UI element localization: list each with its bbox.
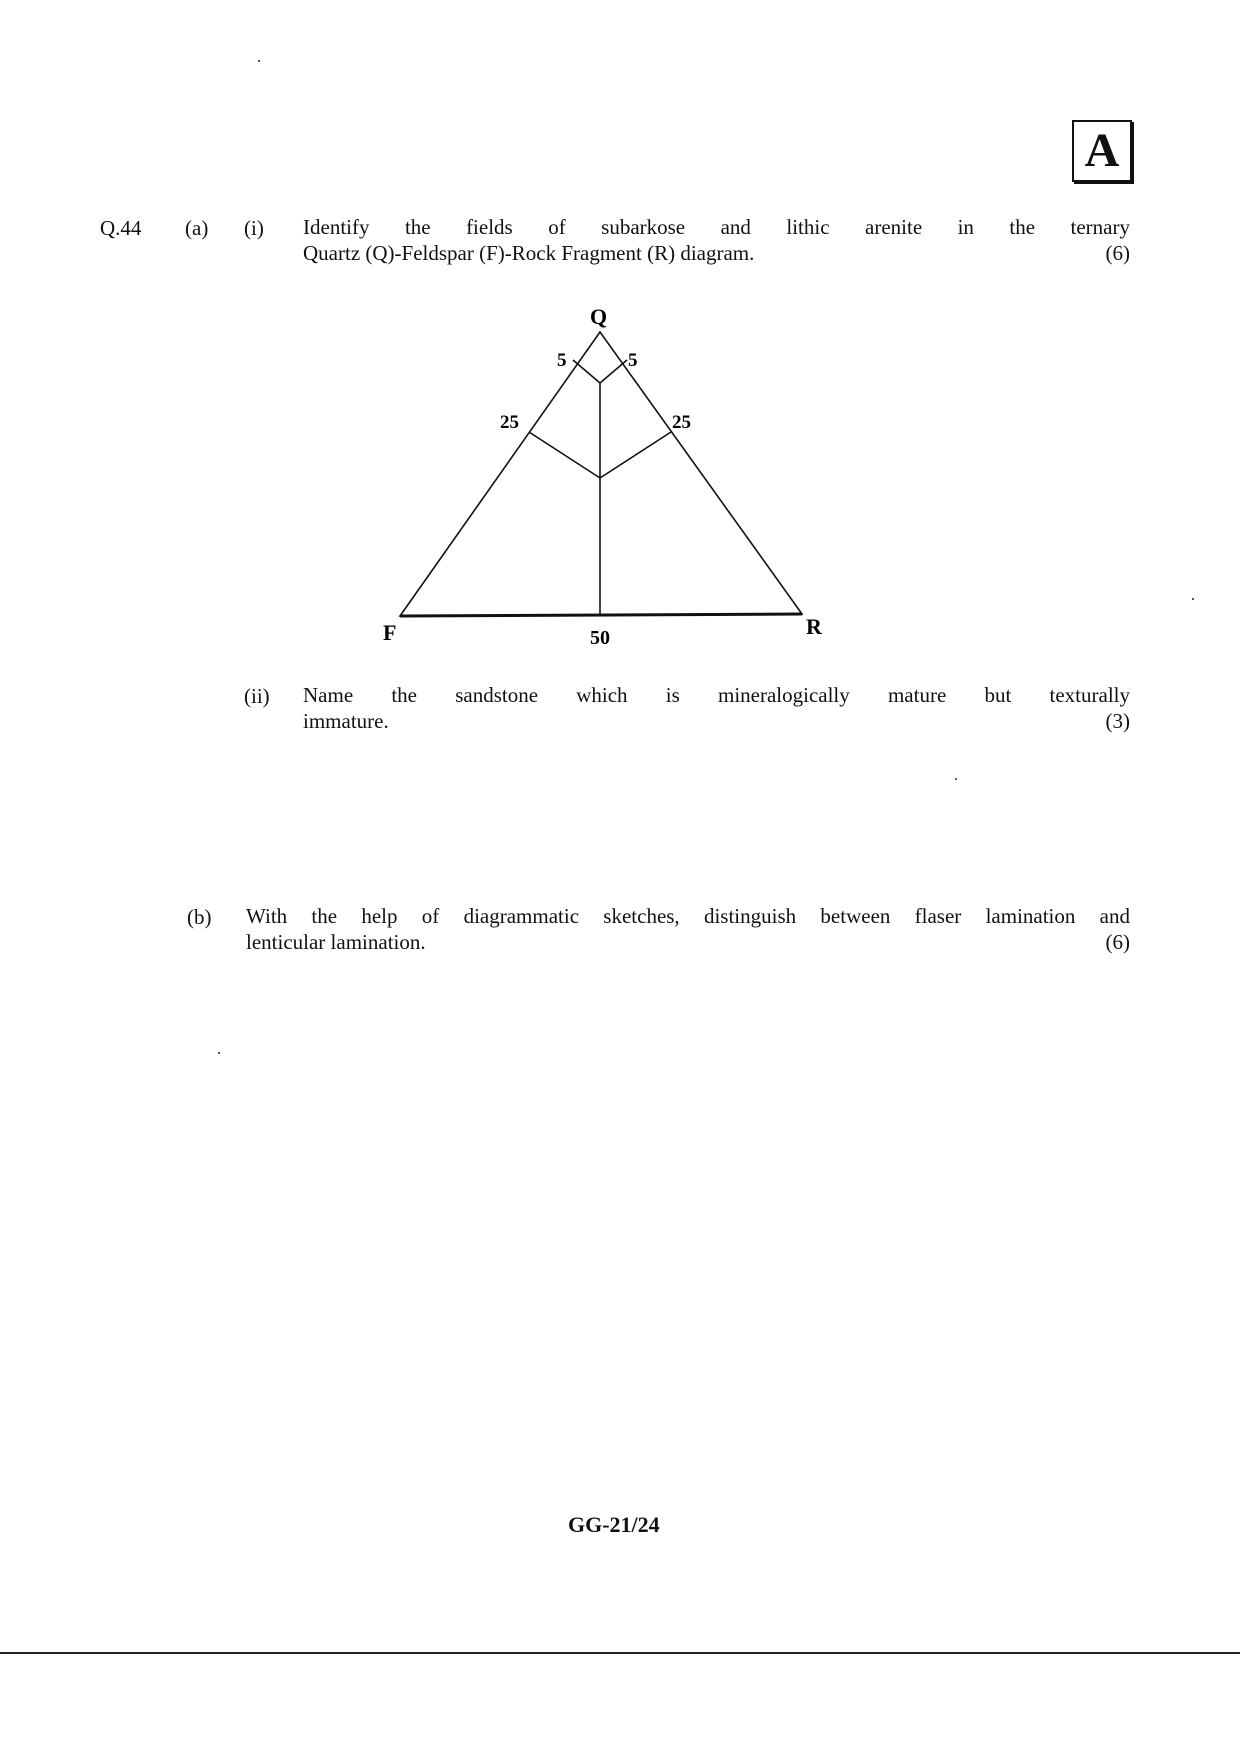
part-b-marks: (6): [1105, 930, 1130, 954]
vertex-f-label: F: [383, 620, 397, 645]
part-b-label: (b): [187, 905, 212, 929]
scan-speck: [1192, 598, 1194, 600]
sub-ii-line-2: immature.: [303, 709, 389, 733]
part-a-label: (a): [185, 216, 209, 240]
scan-speck: [258, 60, 260, 62]
triangle-outline: [400, 332, 802, 616]
sub-i-line-1: Identify the fields of subarkose and lithic arenite in the ternary: [303, 215, 1130, 239]
tick-label-50-base: 50: [590, 627, 610, 649]
qfr-ternary-diagram: [0, 0, 1240, 700]
tick-label-25-left: 25: [500, 412, 519, 433]
sub-ii-marks: (3): [1105, 709, 1130, 733]
vertex-r-label: R: [806, 614, 822, 639]
part-b-line-1: With the help of diagrammatic sketches, distinguish between flaser lamination and: [246, 904, 1130, 928]
scan-speck: [955, 778, 957, 780]
tick-label-5-right: 5: [628, 350, 638, 371]
sub-i-marks: (6): [1105, 241, 1130, 265]
sub-i-line-2: Quartz (Q)-Feldspar (F)-Rock Fragment (R) diagram.: [303, 241, 755, 265]
sub-ii-label: (ii): [244, 684, 270, 708]
question-number: Q.44: [100, 216, 142, 240]
field-line-25-left: [529, 432, 600, 478]
scan-speck: [218, 1052, 220, 1054]
field-line-5-left: [573, 360, 600, 383]
bottom-rule: [0, 1652, 1240, 1654]
page-code: GG-21/24: [568, 1512, 660, 1537]
field-line-25-right: [600, 432, 671, 478]
field-line-5-right: [600, 360, 627, 383]
tick-label-5-left: 5: [557, 350, 567, 371]
base-line-fr: [400, 614, 802, 616]
sub-i-label: (i): [244, 216, 264, 240]
part-b-line-2: lenticular lamination.: [246, 930, 426, 954]
set-label-box: A: [1072, 120, 1132, 182]
vertex-q-label: Q: [590, 304, 608, 329]
sub-ii-line-1: Name the sandstone which is mineralogically mature but texturally: [303, 683, 1130, 707]
tick-label-25-right: 25: [672, 412, 691, 433]
